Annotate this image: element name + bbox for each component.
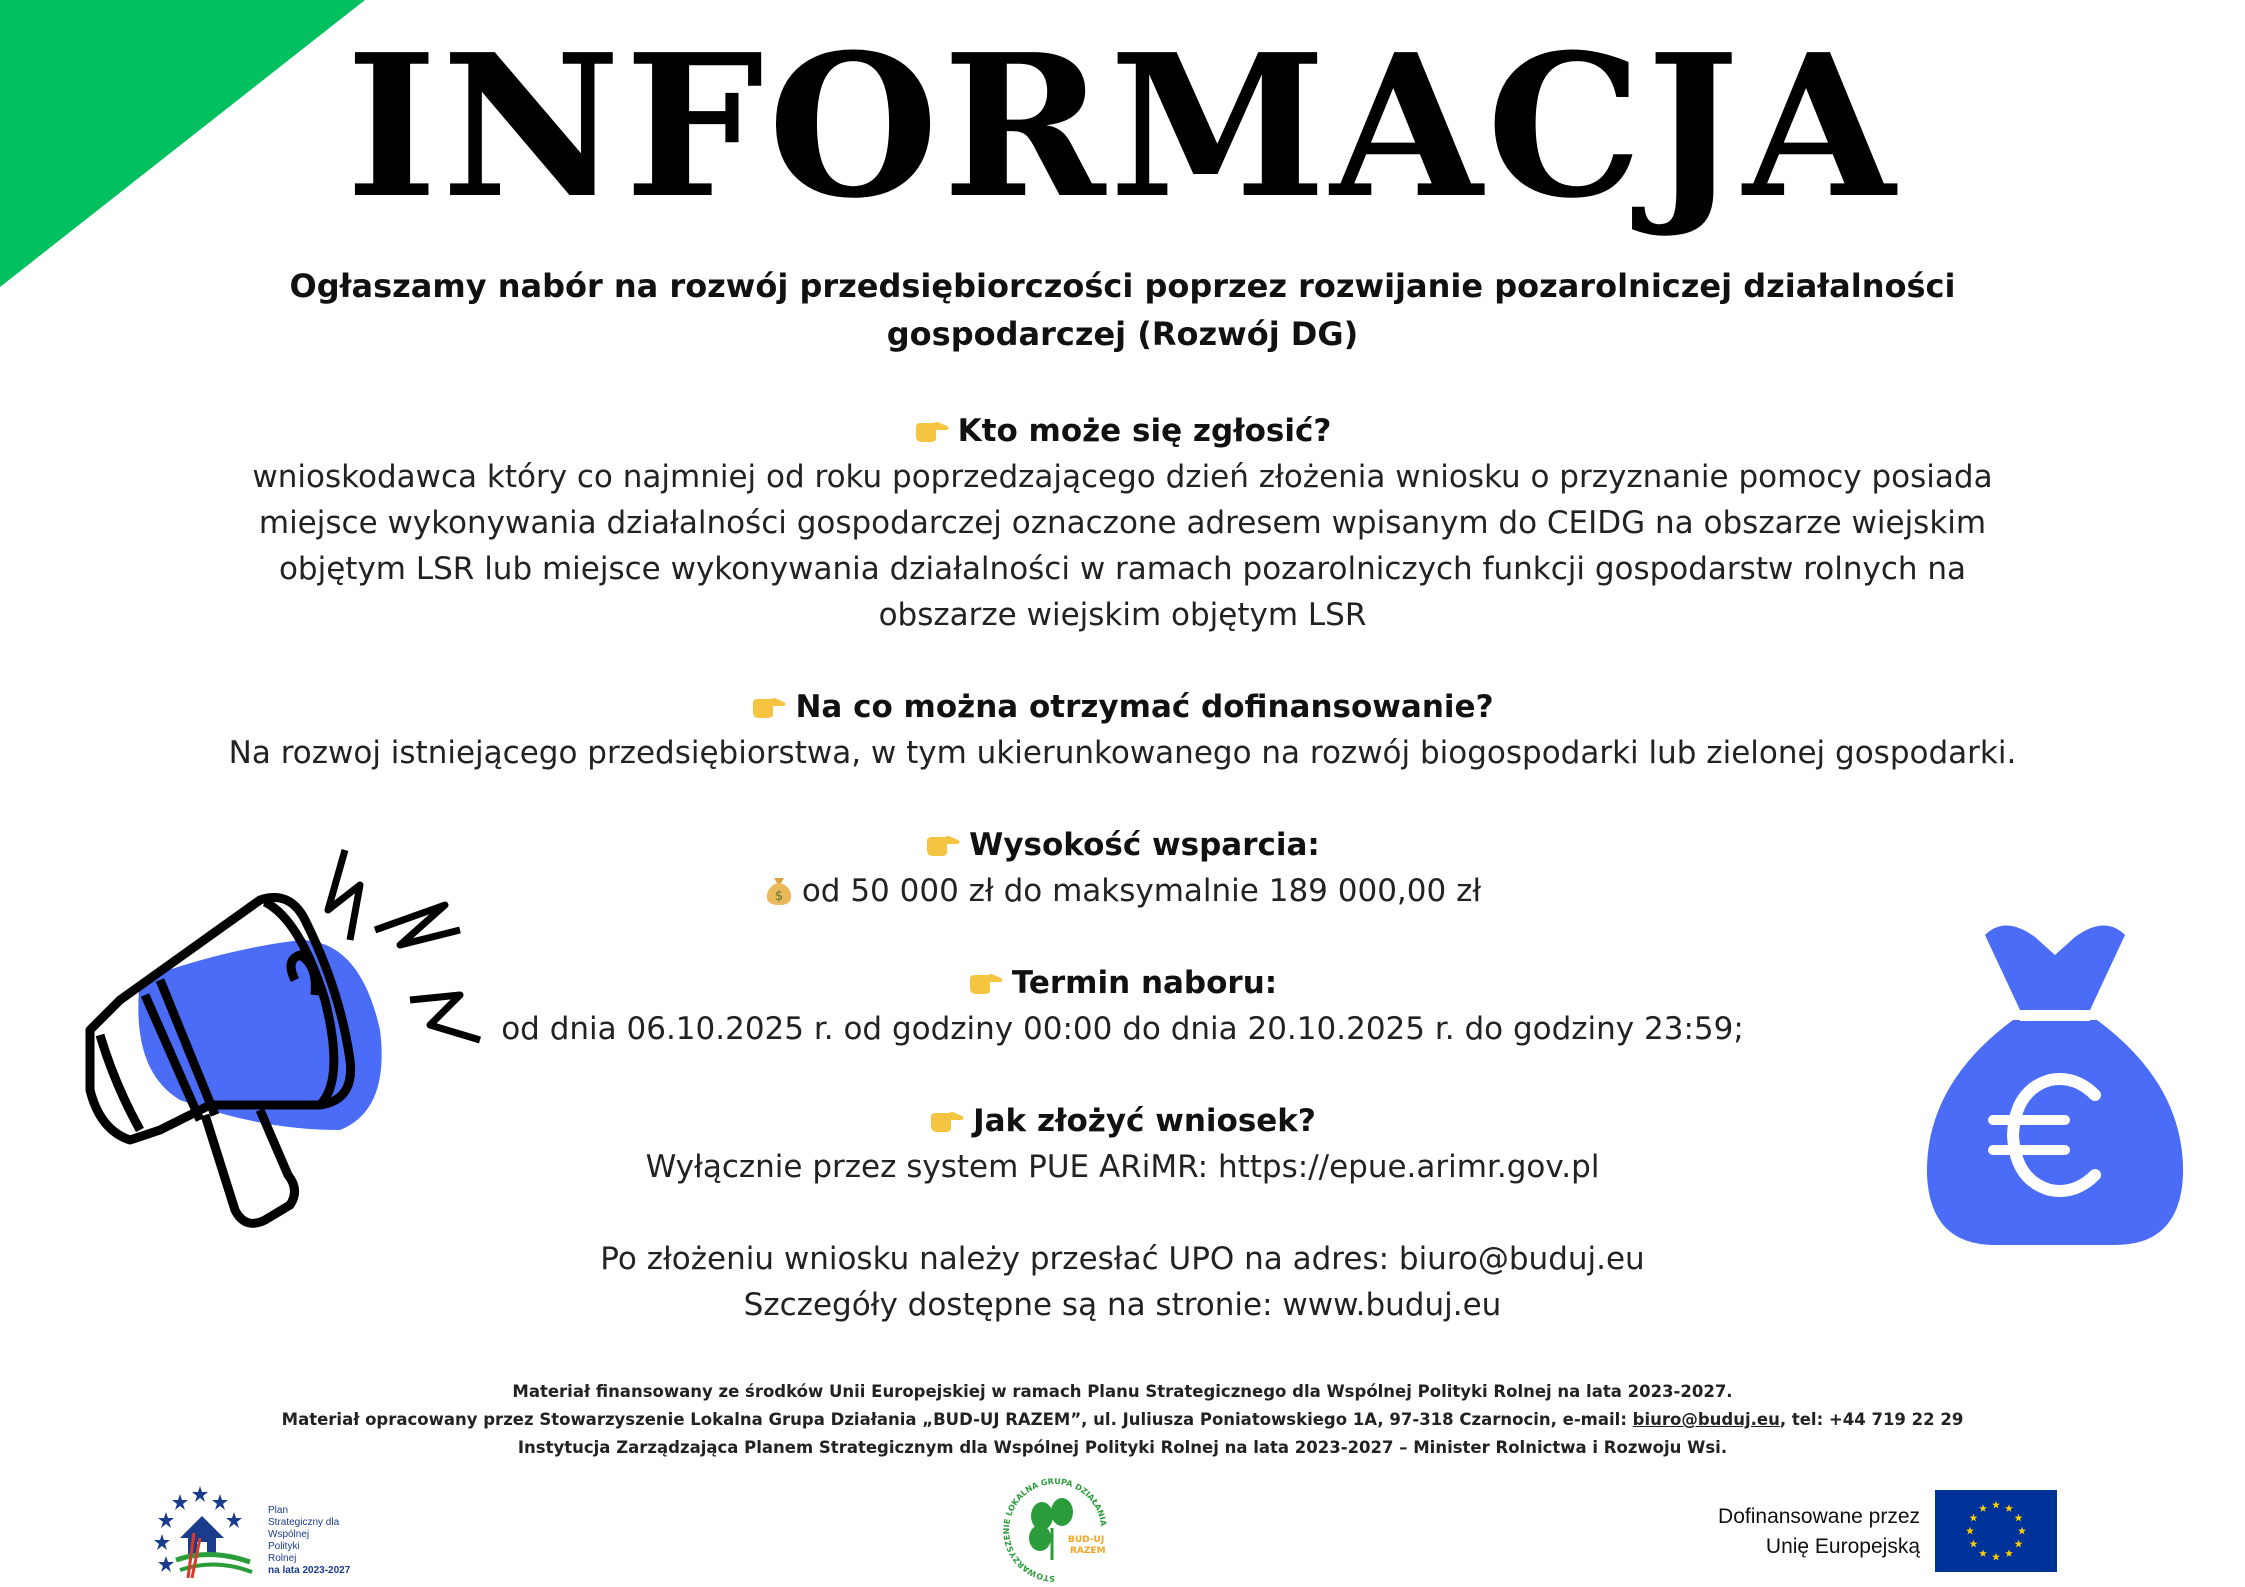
eu-cofinanced-text: Dofinansowane przez Unię Europejską	[1718, 1505, 1920, 1558]
closing-line-upo: Po złożeniu wniosku należy przesłać UPO na adres: biuro@buduj.eu	[600, 1241, 1645, 1277]
megaphone-icon	[60, 830, 500, 1250]
footer	[200, 1378, 2045, 1462]
lgd-ring-text: STOWARZYSZENIE LOKALNA GRUPA DZIAŁANIA	[1001, 1476, 1108, 1583]
page-title: INFORMACJA	[345, 12, 1900, 242]
section-body: Wyłącznie przez system PUE ARiMR: https://epue.arimr.gov.pl	[645, 1149, 1600, 1185]
lgd-name-2: RAZEM	[1070, 1546, 1106, 1556]
headline: Ogłaszamy nabór na rozwój przedsiębiorczości poprzez rozwijanie pozarolniczej działalności gospodarczej (Rozwój DG)	[289, 267, 1956, 353]
money-bag-icon	[764, 874, 794, 906]
pointing-hand-icon	[751, 694, 787, 720]
section-heading: Kto może się zgłosić?	[957, 413, 1332, 449]
section-heading: Termin naboru:	[1011, 965, 1278, 1001]
footer-line-2: Materiał opracowany przez Stowarzyszenie Lokalna Grupa Działania „BUD-UJ RAZEM”, ul. Juliusza Poniatowskiego 1A, 97-318 Czarnocin, e-mail: biuro@buduj.eu, tel: +44 719 22 29	[281, 1410, 1964, 1429]
pointing-hand-icon	[914, 418, 950, 444]
section-who	[200, 408, 2045, 638]
pointing-hand-icon	[925, 832, 961, 858]
pointing-hand-icon	[929, 1108, 965, 1134]
closing-line-website: Szczegóły dostępne są na stronie: www.buduj.eu	[743, 1287, 1502, 1323]
section-heading: Wysokość wsparcia:	[969, 827, 1320, 863]
section-what	[200, 684, 2045, 776]
section-body: wnioskodawca który co najmniej od roku poprzedzającego dzień złożenia wniosku o przyznanie pomocy posiada miejsce wykonywania działalności gospodarczej oznaczone adresem wpisanym do CEIDG na obszarze wiejskim objętym LSR lub miejsce wykonywania działalności w ramach pozarolniczych funkcji gospodarstw rolnych na obszarze wiejskim objętym LSR	[252, 459, 1993, 633]
footer-line-3: Instytucja Zarządzająca Planem Strategicznym dla Wspólnej Polityki Rolnej na lata 2023-2027 – Minister Rolnictwa i Rozwoju Wsi.	[517, 1438, 1728, 1457]
section-heading: Na co można otrzymać dofinansowanie?	[795, 689, 1494, 725]
svg-text:STOWARZYSZENIE LOKALNA GRUPA D	[1002, 1477, 1108, 1583]
section-body: od dnia 06.10.2025 r. od godziny 00:00 do dnia 20.10.2025 r. do godziny 23:59;	[501, 1011, 1744, 1047]
euro-money-bag-icon	[1915, 915, 2195, 1255]
footer-line-1: Materiał finansowany ze środków Unii Europejskiej w ramach Planu Strategicznego dla Wspólnej Polityki Rolnej na lata 2023-2027.	[512, 1382, 1733, 1401]
footer-email-link[interactable]: biuro@buduj.eu	[1632, 1410, 1780, 1429]
eu-flag-icon	[1935, 1490, 2057, 1572]
psp-logo-text: Plan Strategiczny dla Wspólnej Polityki Rolnej na lata 2023-2027	[268, 1505, 351, 1576]
section-heading: Jak złożyć wniosek?	[973, 1103, 1316, 1139]
section-body: od 50 000 zł do maksymalnie 189 000,00 zł	[801, 873, 1482, 909]
lgd-name-1: BUD-UJ	[1068, 1535, 1105, 1545]
section-body: Na rozwoj istniejącego przedsiębiorstwa, w tym ukierunkowanego na rozwój biogospodarki lub zielonej gospodarki.	[228, 735, 2017, 771]
svg-text:$: $	[774, 889, 783, 904]
pointing-hand-icon	[968, 970, 1004, 996]
lgd-logo-icon	[990, 1468, 1120, 1583]
